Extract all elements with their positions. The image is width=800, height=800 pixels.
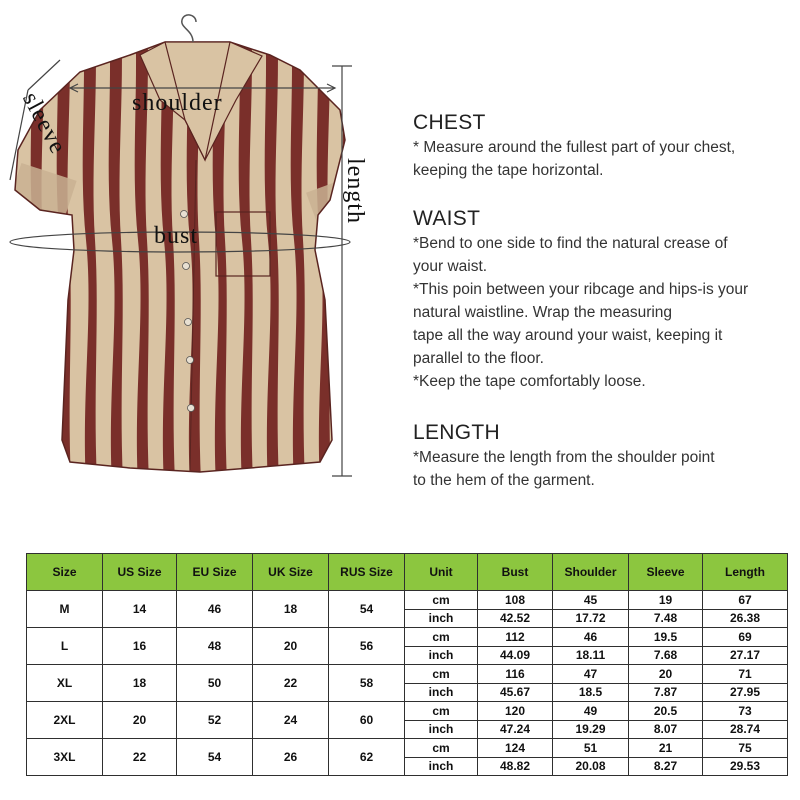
- length-cell: 75: [703, 739, 788, 758]
- unit-cell: cm: [405, 628, 478, 647]
- waist-line: parallel to the floor.: [413, 350, 544, 367]
- shoulder-cell: 18.11: [553, 646, 629, 665]
- rus-size-cell: 58: [329, 665, 405, 702]
- length-cell: 28.74: [703, 720, 788, 739]
- uk-size-cell: 22: [253, 665, 329, 702]
- length-cell: 26.38: [703, 609, 788, 628]
- us-size-cell: 20: [103, 702, 177, 739]
- bust-cell: 116: [478, 665, 553, 684]
- bust-cell: 47.24: [478, 720, 553, 739]
- sleeve-cell: 20.5: [629, 702, 703, 721]
- bust-cell: 120: [478, 702, 553, 721]
- length-label: length: [342, 158, 368, 224]
- eu-size-cell: 46: [177, 591, 253, 628]
- sleeve-cell: 8.27: [629, 757, 703, 776]
- shoulder-cell: 45: [553, 591, 629, 610]
- rus-size-cell: 56: [329, 628, 405, 665]
- sleeve-cell: 7.68: [629, 646, 703, 665]
- size-cell: L: [27, 628, 103, 665]
- bust-cell: 112: [478, 628, 553, 647]
- eu-size-cell: 54: [177, 739, 253, 776]
- length-cell: 67: [703, 591, 788, 610]
- length-line: *Measure the length from the shoulder point: [413, 449, 715, 466]
- waist-line: *Bend to one side to find the natural crease of: [413, 235, 728, 252]
- header-cell: US Size: [103, 554, 177, 591]
- waist-line: *This poin between your ribcage and hips-is your: [413, 281, 749, 298]
- unit-cell: cm: [405, 665, 478, 684]
- waist-line: tape all the way around your waist, keeping it: [413, 327, 723, 344]
- chest-line: keeping the tape horizontal.: [413, 162, 604, 179]
- uk-size-cell: 20: [253, 628, 329, 665]
- waist-line: *Keep the tape comfortably loose.: [413, 373, 646, 390]
- length-line: to the hem of the garment.: [413, 472, 595, 489]
- eu-size-cell: 52: [177, 702, 253, 739]
- header-cell: EU Size: [177, 554, 253, 591]
- rus-size-cell: 62: [329, 739, 405, 776]
- us-size-cell: 16: [103, 628, 177, 665]
- shoulder-cell: 51: [553, 739, 629, 758]
- bust-label: bust: [154, 223, 199, 249]
- header-cell: Sleeve: [629, 554, 703, 591]
- unit-cell: inch: [405, 720, 478, 739]
- length-cell: 27.17: [703, 646, 788, 665]
- header-cell: UK Size: [253, 554, 329, 591]
- bust-cell: 108: [478, 591, 553, 610]
- size-cell: 2XL: [27, 702, 103, 739]
- length-cell: 29.53: [703, 757, 788, 776]
- rus-size-cell: 60: [329, 702, 405, 739]
- length-title: LENGTH: [413, 421, 500, 444]
- uk-size-cell: 26: [253, 739, 329, 776]
- bust-cell: 45.67: [478, 683, 553, 702]
- bust-cell: 124: [478, 739, 553, 758]
- eu-size-cell: 50: [177, 665, 253, 702]
- header-cell: RUS Size: [329, 554, 405, 591]
- uk-size-cell: 24: [253, 702, 329, 739]
- uk-size-cell: 18: [253, 591, 329, 628]
- unit-cell: cm: [405, 702, 478, 721]
- sleeve-cell: 8.07: [629, 720, 703, 739]
- table-row: [27, 739, 788, 758]
- length-cell: 71: [703, 665, 788, 684]
- header-cell: Size: [27, 554, 103, 591]
- shoulder-cell: 20.08: [553, 757, 629, 776]
- length-cell: 27.95: [703, 683, 788, 702]
- shirt-illustration: [0, 0, 400, 500]
- shoulder-cell: 18.5: [553, 683, 629, 702]
- size-chart-table: [26, 553, 788, 776]
- bust-cell: 42.52: [478, 609, 553, 628]
- chest-section: [413, 110, 793, 182]
- table-row: [27, 591, 788, 610]
- table-row: [27, 665, 788, 684]
- size-cell: M: [27, 591, 103, 628]
- table-row: [27, 702, 788, 721]
- us-size-cell: 18: [103, 665, 177, 702]
- shoulder-label: shoulder: [132, 90, 223, 116]
- bust-cell: 44.09: [478, 646, 553, 665]
- sleeve-cell: 19: [629, 591, 703, 610]
- length-section: [413, 420, 793, 492]
- header-cell: Bust: [478, 554, 553, 591]
- shoulder-cell: 17.72: [553, 609, 629, 628]
- rus-size-cell: 54: [329, 591, 405, 628]
- sleeve-cell: 7.87: [629, 683, 703, 702]
- length-cell: 69: [703, 628, 788, 647]
- size-cell: XL: [27, 665, 103, 702]
- shirt-diagram: [0, 0, 400, 500]
- shoulder-cell: 19.29: [553, 720, 629, 739]
- chest-line: * Measure around the fullest part of your chest,: [413, 139, 736, 156]
- table-row: [27, 628, 788, 647]
- shoulder-cell: 46: [553, 628, 629, 647]
- sleeve-cell: 19.5: [629, 628, 703, 647]
- sleeve-label: sleeve: [17, 88, 71, 159]
- unit-cell: inch: [405, 683, 478, 702]
- eu-size-cell: 48: [177, 628, 253, 665]
- shoulder-cell: 47: [553, 665, 629, 684]
- sleeve-cell: 7.48: [629, 609, 703, 628]
- table-header-row: [27, 554, 788, 591]
- unit-cell: cm: [405, 739, 478, 758]
- chest-title: CHEST: [413, 111, 486, 134]
- bust-cell: 48.82: [478, 757, 553, 776]
- shoulder-cell: 49: [553, 702, 629, 721]
- unit-cell: inch: [405, 609, 478, 628]
- unit-cell: cm: [405, 591, 478, 610]
- header-cell: Length: [703, 554, 788, 591]
- header-cell: Unit: [405, 554, 478, 591]
- header-cell: Shoulder: [553, 554, 629, 591]
- waist-line: your waist.: [413, 258, 488, 275]
- waist-title: WAIST: [413, 207, 481, 230]
- size-cell: 3XL: [27, 739, 103, 776]
- unit-cell: inch: [405, 757, 478, 776]
- sleeve-cell: 20: [629, 665, 703, 684]
- us-size-cell: 22: [103, 739, 177, 776]
- us-size-cell: 14: [103, 591, 177, 628]
- waist-line: natural waistline. Wrap the measuring: [413, 304, 673, 321]
- length-cell: 73: [703, 702, 788, 721]
- unit-cell: inch: [405, 646, 478, 665]
- sleeve-cell: 21: [629, 739, 703, 758]
- waist-section: [413, 206, 793, 393]
